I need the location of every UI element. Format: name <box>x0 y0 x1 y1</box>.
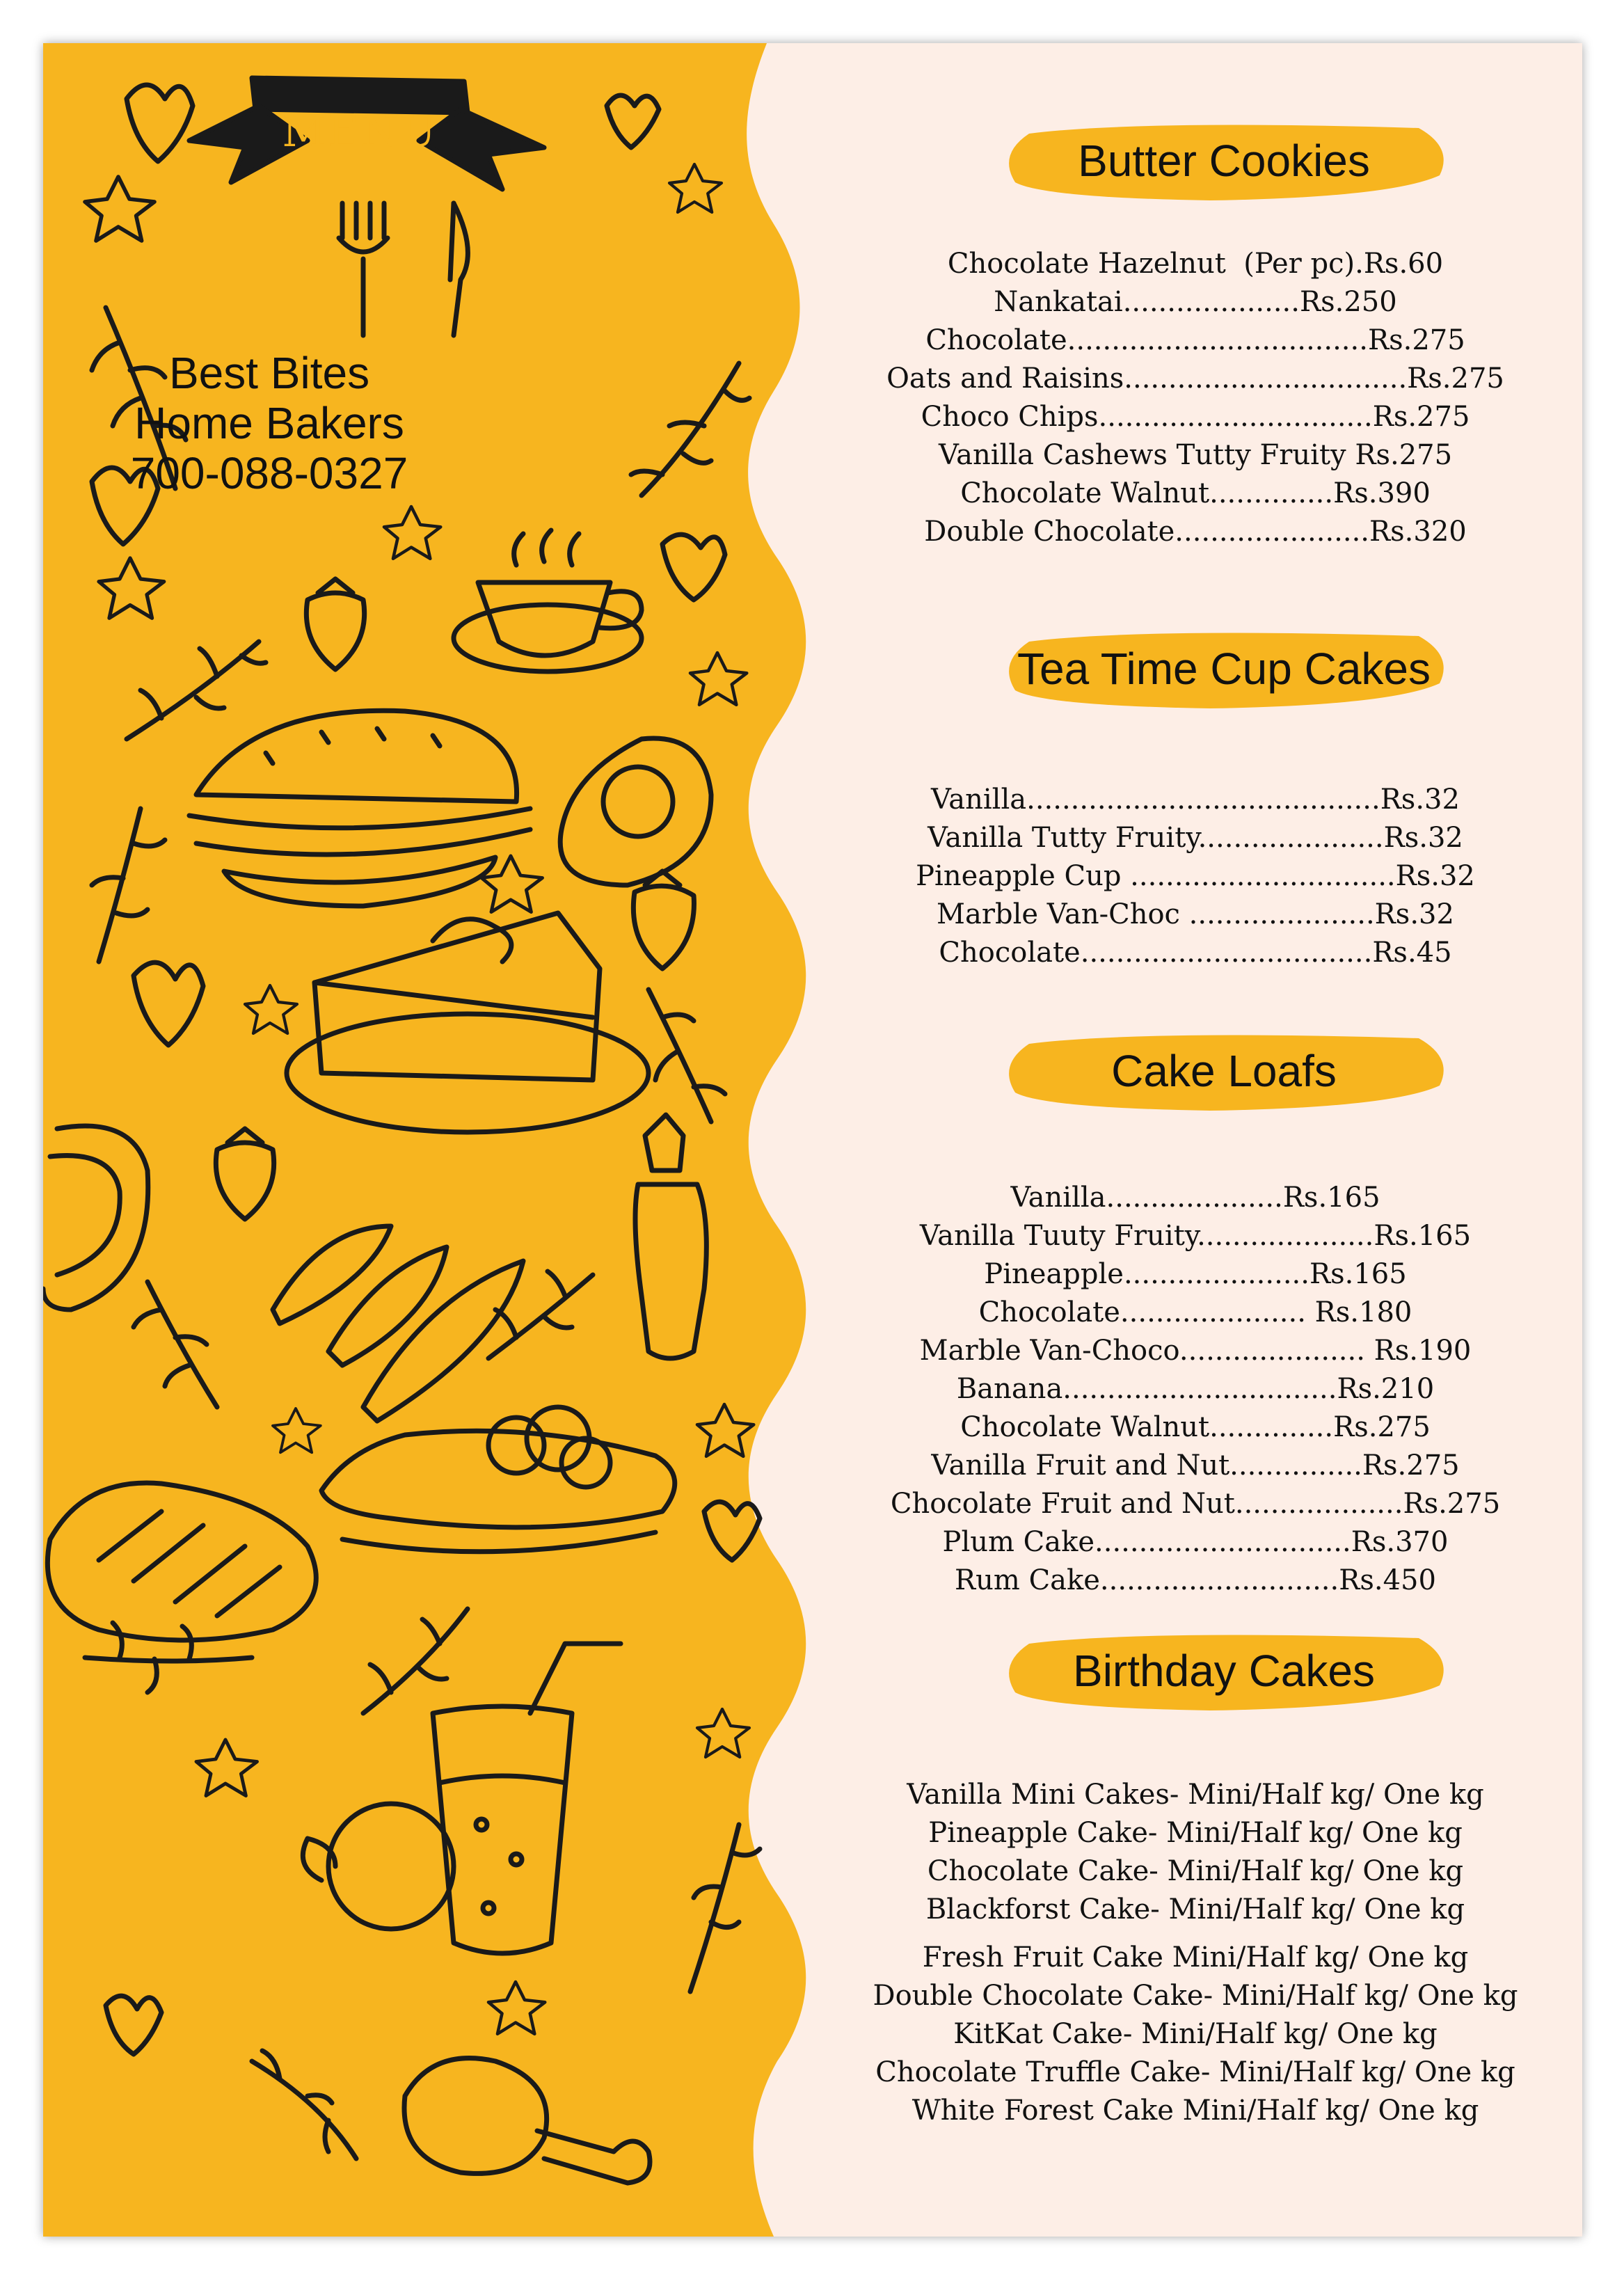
section-title: Cake Loafs <box>1111 1046 1337 1096</box>
menu-item: Chocolate Truffle Cake- Mini/Half kg/ One kg <box>875 2056 1515 2088</box>
doodle-panel <box>43 43 913 2237</box>
menu-item: Double Chocolate Cake- Mini/Half kg/ One kg <box>873 1980 1518 2012</box>
menu-item: Plum Cake.............................Rs.370 <box>942 1526 1449 1558</box>
menu-item: Fresh Fruit Cake Mini/Half kg/ One kg <box>922 1941 1469 1974</box>
section-items-tea-time-cup-cakes <box>809 781 1582 972</box>
section-header-birthday-cakes <box>1001 1630 1447 1712</box>
menu-item: Nankatai....................Rs.250 <box>994 286 1397 318</box>
menu-sheet <box>43 43 1582 2237</box>
business-name-line1: Best Bites <box>168 348 370 398</box>
section-header-cake-loafs <box>1001 1030 1447 1112</box>
menu-item: Vanilla Mini Cakes- Mini/Half kg/ One kg <box>907 1779 1484 1811</box>
menu-item: Double Chocolate......................Rs.320 <box>924 516 1467 548</box>
menu-item: Vanilla....................Rs.165 <box>1010 1182 1380 1214</box>
menu-item: Pineapple Cake- Mini/Half kg/ One kg <box>928 1817 1463 1849</box>
menu-item: White Forest Cake Mini/Half kg/ One kg <box>911 2095 1479 2127</box>
menu-item: Marble Van-Choco..................... Rs.190 <box>919 1335 1472 1367</box>
menu-item: Vanilla Tutty Fruity.....................Rs.32 <box>928 822 1463 854</box>
menu-item: Vanilla Fruit and Nut...............Rs.275 <box>931 1450 1460 1482</box>
section-title: Birthday Cakes <box>1073 1646 1375 1696</box>
section-items-butter-cookies <box>809 245 1582 551</box>
menu-item: Banana...............................Rs.210 <box>956 1373 1435 1405</box>
section-header-butter-cookies <box>1001 120 1447 202</box>
menu-item: Chocolate Walnut..............Rs.390 <box>960 477 1431 509</box>
menu-banner-label: MENU <box>282 106 438 157</box>
menu-item: Pineapple.....................Rs.165 <box>984 1258 1407 1290</box>
section-title: Butter Cookies <box>1078 136 1370 186</box>
business-name-line2: Home Bakers <box>134 398 404 448</box>
section-items-cake-loafs <box>809 1179 1582 1600</box>
menu-item: Chocolate Fruit and Nut...................Rs.275 <box>890 1488 1501 1520</box>
menu-item: Blackforst Cake- Mini/Half kg/ One kg <box>925 1893 1465 1925</box>
section-items-birthday-cakes <box>809 1776 1582 2130</box>
business-phone: 700-088-0327 <box>130 448 408 498</box>
menu-item: KitKat Cake- Mini/Half kg/ One kg <box>953 2018 1438 2050</box>
menu-item: Choco Chips...............................Rs.275 <box>921 401 1470 433</box>
menu-item: Chocolate.................................Rs.45 <box>939 937 1452 969</box>
section-header-tea-time-cup-cakes <box>1001 628 1447 710</box>
section-title: Tea Time Cup Cakes <box>1017 644 1431 694</box>
menu-item: Marble Van-Choc .....................Rs.32 <box>937 898 1454 930</box>
menu-item: Chocolate Hazelnut (Per pc).Rs.60 <box>947 248 1444 280</box>
menu-item: Rum Cake...........................Rs.450 <box>955 1564 1436 1596</box>
business-info <box>43 348 495 498</box>
menu-item: Chocolate..................................Rs.275 <box>925 324 1465 356</box>
menu-item: Vanilla Cashews Tutty Fruity Rs.275 <box>938 439 1453 471</box>
menu-item: Chocolate Walnut..............Rs.275 <box>960 1411 1431 1443</box>
menu-item: Vanilla........................................Rs.32 <box>931 784 1460 816</box>
menu-item: Chocolate..................... Rs.180 <box>978 1296 1412 1328</box>
menu-item: Vanilla Tuuty Fruity....................Rs.165 <box>919 1220 1472 1252</box>
menu-list-panel <box>809 43 1582 2237</box>
spacer <box>809 1929 1582 1939</box>
menu-item: Pineapple Cup ..............................Rs.32 <box>916 860 1475 892</box>
menu-item: Oats and Raisins................................Rs.275 <box>886 363 1504 395</box>
menu-item: Chocolate Cake- Mini/Half kg/ One kg <box>927 1855 1464 1887</box>
